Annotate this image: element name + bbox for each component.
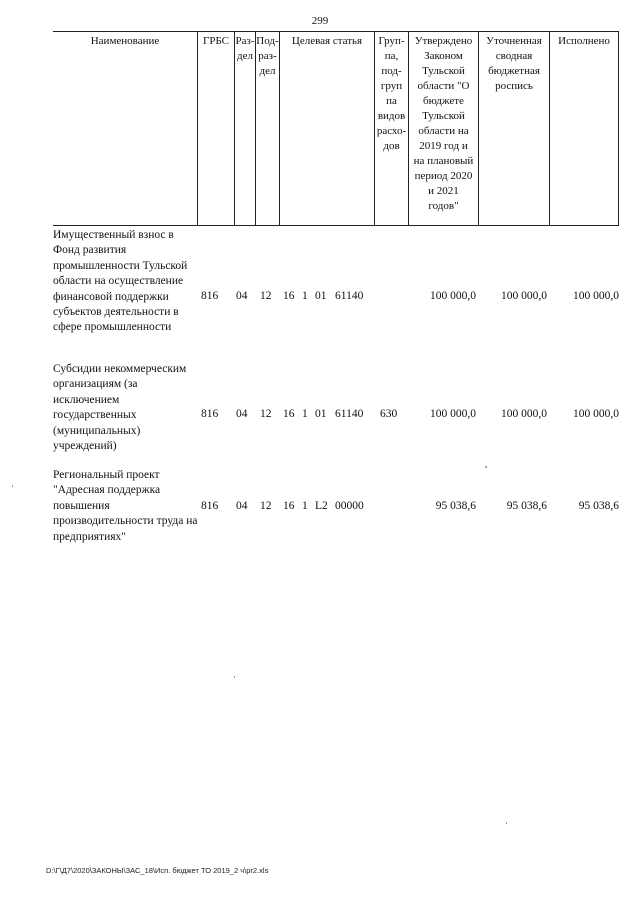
row-razdel: 04 — [236, 290, 248, 302]
row-approved: 100 000,0 — [430, 408, 476, 420]
header-name — [53, 32, 197, 225]
row-target-3: 01 — [315, 408, 327, 420]
header-refined-label: Уточненная сводная бюджетная роспись — [486, 35, 542, 92]
header-refined — [478, 32, 549, 225]
scan-speck — [234, 676, 235, 678]
file-path-footer: D:\Г\Д7\2020\ЗАКОНЫ\ЗАС_18\Исп. бюджет ТО 2019_2 ч\pr2.xls — [46, 866, 269, 875]
header-name-label: Наименование — [90, 35, 160, 47]
header-grbs — [197, 32, 234, 225]
header-executed — [549, 32, 619, 225]
row-executed: 100 000,0 — [573, 408, 619, 420]
row-target-2: 1 — [302, 500, 308, 512]
header-approved-label: Утверждено Законом Тульской области "О бюджете Тульской области на 2019 год и на плановый период 2020 и 2021 годов" — [413, 35, 474, 212]
row-approved: 95 038,6 — [435, 500, 476, 512]
row-executed: 100 000,0 — [573, 290, 619, 302]
row-name: Региональный проект "Адресная поддержка повышения производительности труда на предприятиях" — [53, 469, 198, 543]
row-target-1: 16 — [283, 290, 295, 302]
table-header — [53, 31, 619, 226]
header-podrazdel-label: Под- раз- дел — [256, 35, 279, 77]
row-name: Имущественный взнос в Фонд развития промышленности Тульской области на осуществление финансовой поддержки субъектов деятельности в сфере промышленности — [53, 229, 188, 334]
row-podrazdel: 12 — [260, 500, 272, 512]
row-target-3: L2 — [315, 500, 328, 512]
header-group — [374, 32, 408, 225]
row-razdel: 04 — [236, 500, 248, 512]
header-razdel-label: Раз- дел — [235, 35, 255, 62]
row-razdel: 04 — [236, 408, 248, 420]
row-podrazdel: 12 — [260, 408, 272, 420]
row-approved: 100 000,0 — [430, 290, 476, 302]
scan-speck — [12, 485, 13, 487]
scan-speck — [506, 822, 507, 824]
row-name: Субсидии некоммерческим организациям (за исключением государственных (муниципальных) учреждений) — [53, 363, 187, 453]
row-target-1: 16 — [283, 408, 295, 420]
row-refined: 95 038,6 — [506, 500, 547, 512]
row-refined: 100 000,0 — [501, 408, 547, 420]
row-target-4: 61140 — [335, 408, 364, 420]
page-number: 299 — [311, 15, 329, 27]
row-refined: 100 000,0 — [501, 290, 547, 302]
row-target-4: 00000 — [335, 500, 364, 512]
header-grbs-label: ГРБС — [202, 35, 230, 47]
row-group: 630 — [380, 408, 398, 420]
row-target-1: 16 — [283, 500, 295, 512]
row-executed: 95 038,6 — [578, 500, 619, 512]
header-executed-label: Исполнено — [558, 35, 610, 47]
header-target-label: Целевая статья — [291, 35, 363, 47]
header-approved — [408, 32, 478, 225]
row-grbs: 816 — [201, 408, 219, 420]
header-target — [279, 32, 374, 225]
row-grbs: 816 — [201, 290, 219, 302]
row-target-2: 1 — [302, 290, 308, 302]
scan-speck — [485, 466, 487, 468]
row-podrazdel: 12 — [260, 290, 272, 302]
header-razdel — [234, 32, 255, 225]
row-target-4: 61140 — [335, 290, 364, 302]
header-group-label: Груп- па, под- груп па видов расхо- дов — [376, 35, 407, 152]
header-podrazdel — [255, 32, 279, 225]
row-grbs: 816 — [201, 500, 219, 512]
row-target-3: 01 — [315, 290, 327, 302]
row-target-2: 1 — [302, 408, 308, 420]
